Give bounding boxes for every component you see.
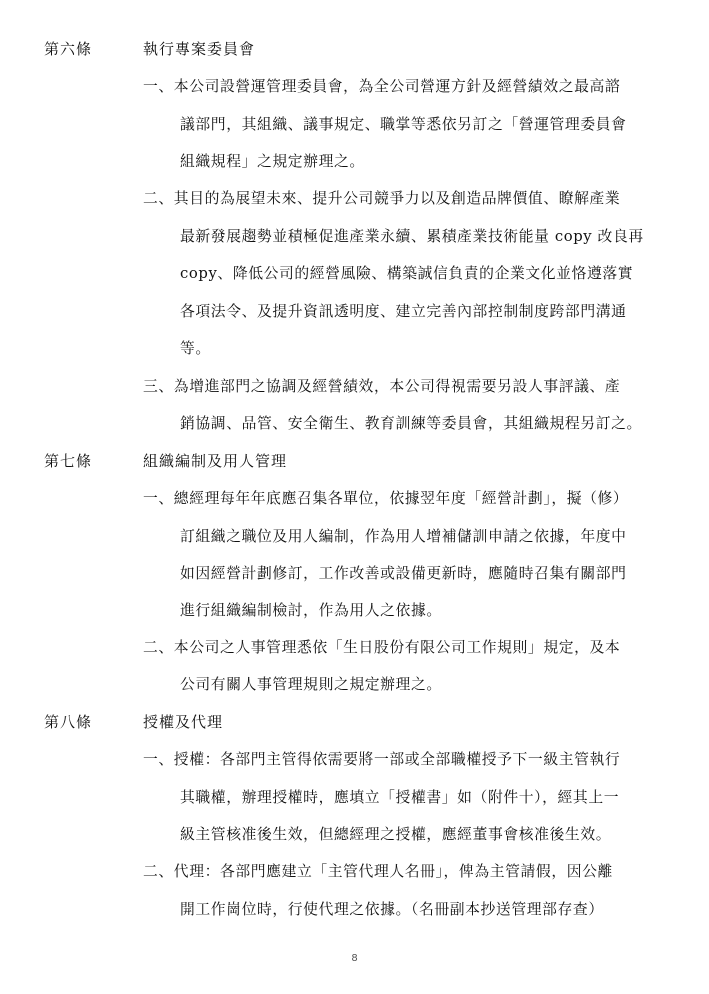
- article-title: 組織編制及用人管理: [143, 452, 288, 470]
- clause-line: 一、總經理每年年底應召集各單位，依據翌年度「經營計劃」，擬（修）: [143, 490, 629, 507]
- article-number: 第七條: [44, 452, 93, 470]
- clause-line: 最新發展趨勢並積極促進產業永續、累積產業技術能量 copy 改良再: [180, 228, 644, 245]
- clause-line: 級主管核准後生效，但總經理之授權，應經董事會核准後生效。: [180, 826, 612, 843]
- article-title: 執行專案委員會: [143, 40, 256, 58]
- clause-line: 如因經營計劃修訂，工作改善或設備更新時，應隨時召集有關部門: [180, 565, 627, 582]
- clause-line: 二、代理：各部門應建立「主管代理人名冊」，俾為主管請假，因公離: [143, 863, 613, 880]
- page-number: 8: [351, 953, 358, 964]
- clause-line: 開工作崗位時，行使代理之依據。（名冊副本抄送管理部存查）: [180, 901, 604, 918]
- article-title: 授權及代理: [143, 713, 224, 731]
- clause-line: 訂組織之職位及用人編制，作為用人增補儲訓申請之依據，年度中: [180, 528, 627, 545]
- clause-line: 組織規程」之規定辦理之。: [180, 153, 365, 170]
- clause-line: copy、降低公司的經營風險、構築誠信負責的企業文化並恪遵落實: [180, 265, 634, 282]
- clause-line: 議部門，其組織、議事規定、職掌等悉依另訂之「營運管理委員會: [180, 116, 627, 133]
- clause-line: 進行組織編制檢討，作為用人之依據。: [180, 602, 442, 619]
- clause-line: 一、本公司設營運管理委員會，為全公司營運方針及經營績效之最高諮: [143, 78, 621, 95]
- clause-line: 公司有關人事管理規則之規定辦理之。: [180, 676, 442, 693]
- article-number: 第八條: [44, 713, 93, 731]
- clause-line: 各項法令、及提升資訊透明度、建立完善內部控制制度跨部門溝通: [180, 303, 627, 320]
- clause-line: 一、授權：各部門主管得依需要將一部或全部職權授予下一級主管執行: [143, 751, 621, 768]
- clause-line: 二、其目的為展望未來、提升公司競爭力以及創造品牌價值、瞭解產業: [143, 190, 621, 207]
- clause-line: 等。: [180, 340, 211, 357]
- clause-line: 三、為增進部門之協調及經營績效，本公司得視需要另設人事評議、產: [143, 378, 621, 395]
- clause-line: 其職權，辦理授權時，應填立「授權書」如（附件十），經其上一: [180, 789, 620, 806]
- article-number: 第六條: [44, 40, 93, 58]
- clause-line: 銷協調、品管、安全衛生、教育訓練等委員會，其組織規程另訂之。: [180, 415, 642, 432]
- clause-line: 二、本公司之人事管理悉依「生日股份有限公司工作規則」規定，及本: [143, 639, 621, 656]
